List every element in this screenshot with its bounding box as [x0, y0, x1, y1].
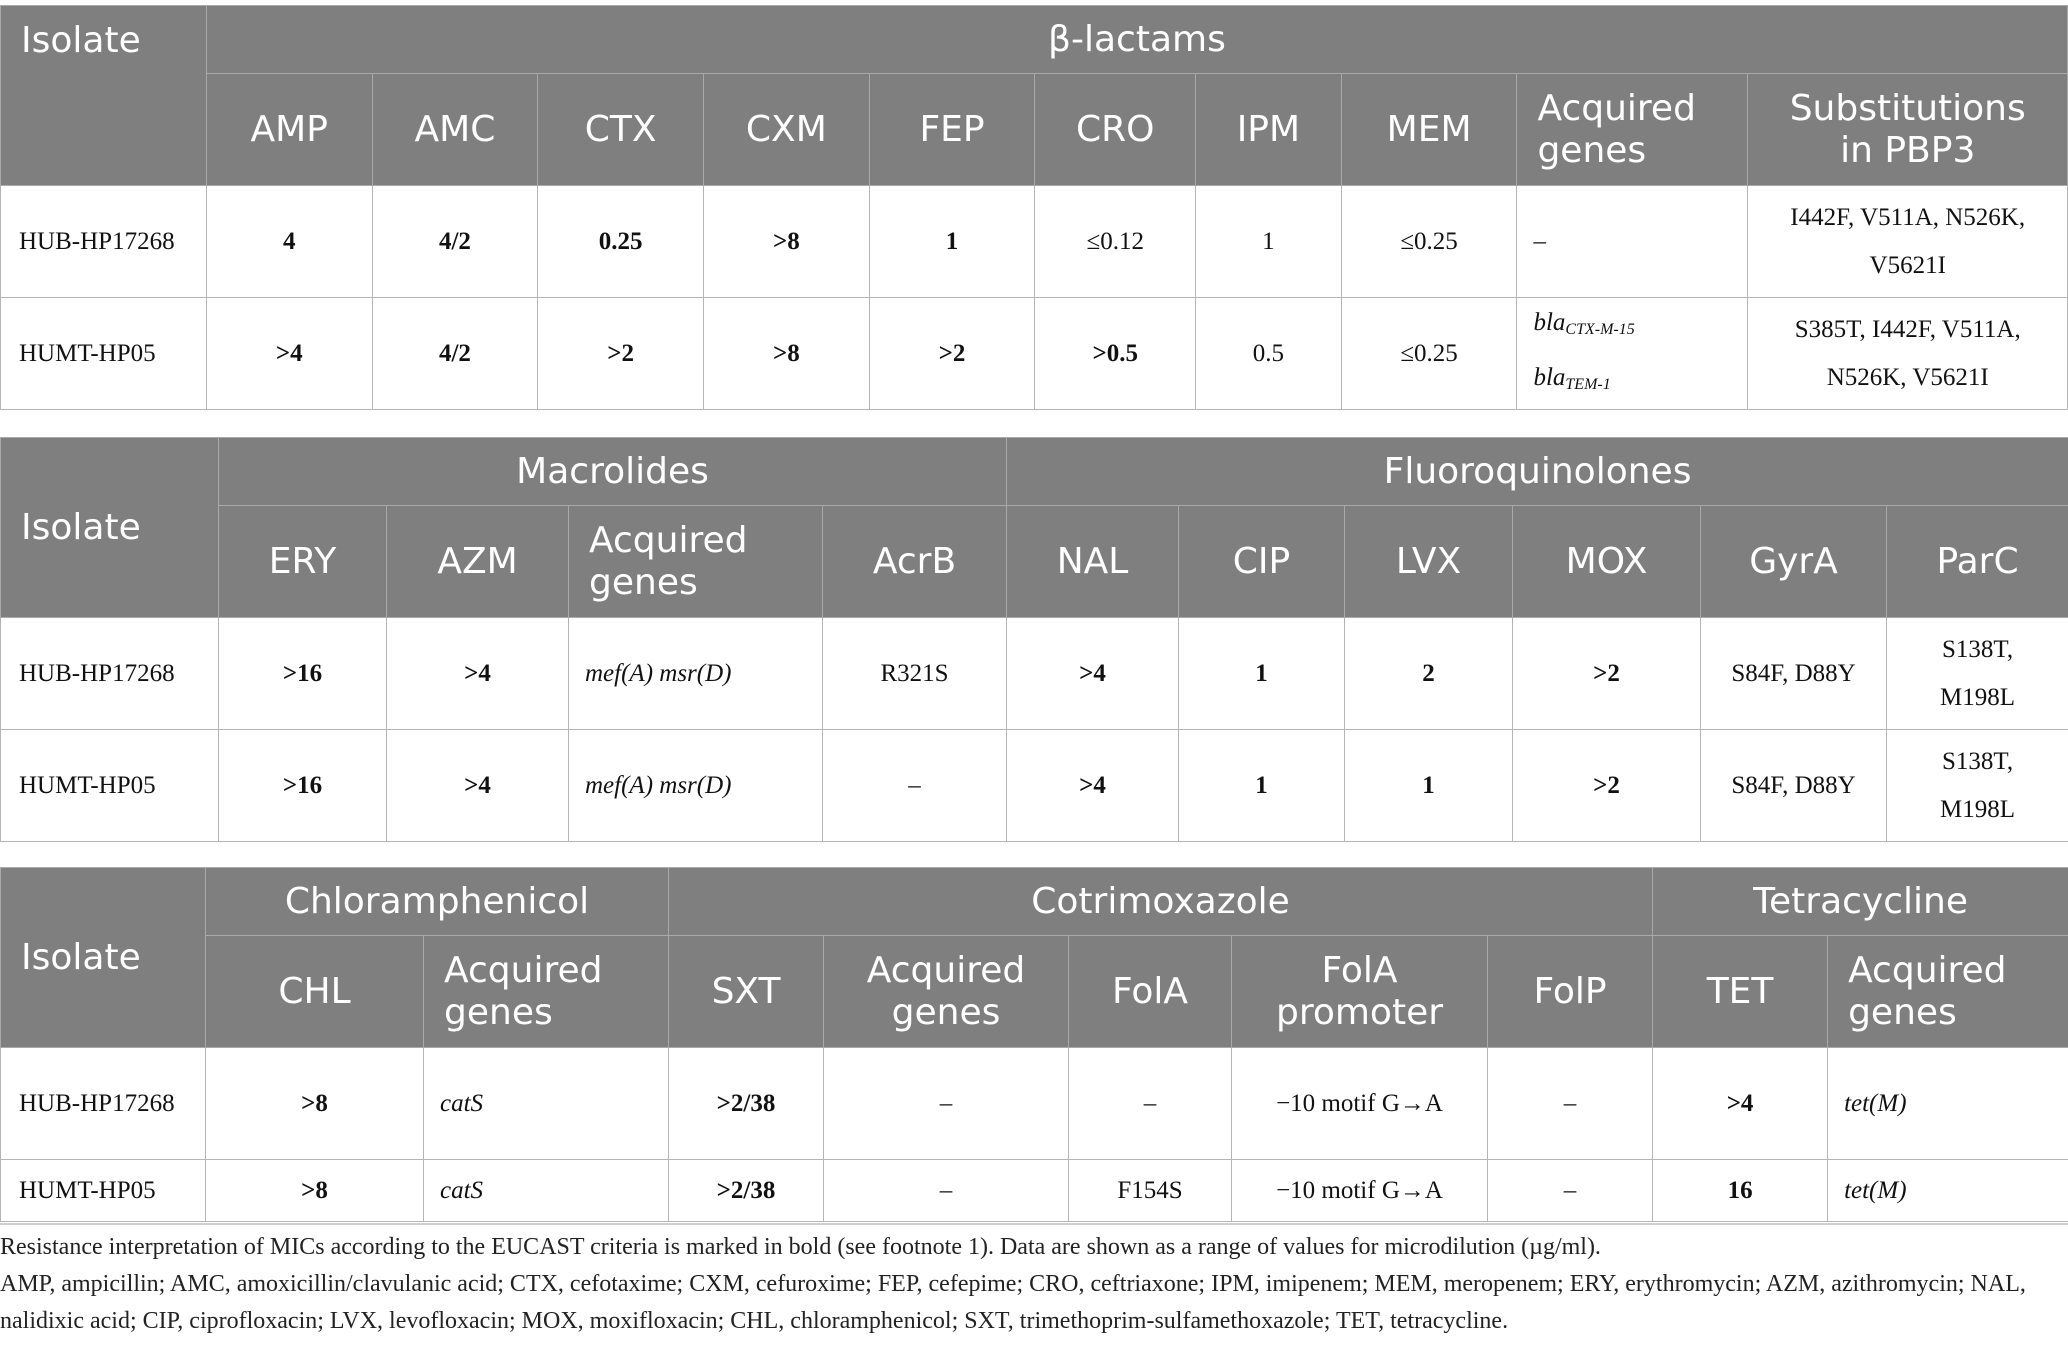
col-header-acquired-genes: Acquired genes: [569, 506, 823, 618]
mic-nal: >4: [1007, 618, 1179, 730]
mic-ipm: 0.5: [1196, 298, 1342, 410]
col-header-cxm: CXM: [703, 74, 869, 186]
beta-lactams-table: [0, 5, 2068, 410]
isolate-name: HUMT-HP05: [1, 298, 207, 410]
col-header-fep: FEP: [869, 74, 1035, 186]
mic-mox: >2: [1513, 618, 1701, 730]
col-header-cro: CRO: [1035, 74, 1196, 186]
col-header-chl: CHL: [206, 936, 424, 1048]
acrb-substitution: R321S: [823, 618, 1007, 730]
mic-mox: >2: [1513, 730, 1701, 842]
mic-sxt: >2/38: [669, 1160, 824, 1222]
mic-ery: >16: [219, 730, 387, 842]
mic-lvx: 2: [1345, 618, 1513, 730]
col-header-tet: TET: [1653, 936, 1828, 1048]
col-header-cip: CIP: [1179, 506, 1345, 618]
isolate-header: Isolate: [1, 438, 219, 618]
pbp3-substitutions: I442F, V511A, N526K, V5621I: [1748, 186, 2068, 298]
gyra-substitutions: S84F, D88Y: [1701, 730, 1887, 842]
acquired-genes: mef(A) msr(D): [569, 618, 823, 730]
isolate-header: Isolate: [1, 6, 207, 186]
mic-mem: ≤0.25: [1341, 298, 1517, 410]
acquired-genes: mef(A) msr(D): [569, 730, 823, 842]
col-header-mem: MEM: [1341, 74, 1517, 186]
tet-acquired-genes: tet(M): [1828, 1048, 2068, 1160]
isolate-name: HUMT-HP05: [1, 1160, 206, 1222]
table-row: [1, 618, 2068, 730]
fola-promoter: −10 motif G→A: [1232, 1160, 1488, 1222]
table-row: [1, 186, 2068, 298]
col-header-ctx: CTX: [538, 74, 704, 186]
mic-fep: >2: [869, 298, 1035, 410]
tet-acquired-genes: tet(M): [1828, 1160, 2068, 1222]
col-header-acquired-genes: Acquired genes: [1517, 74, 1748, 186]
isolate-name: HUB-HP17268: [1, 186, 207, 298]
mic-cip: 1: [1179, 730, 1345, 842]
col-header-nal: NAL: [1007, 506, 1179, 618]
col-header-amc: AMC: [372, 74, 538, 186]
gene-bla-ctx-m-15: bla$_{CTX-M-15}$: [1533, 308, 1635, 338]
folp-substitution: –: [1488, 1048, 1653, 1160]
group-header-macrolides: Macrolides: [219, 438, 1007, 506]
mic-tet: >4: [1653, 1048, 1828, 1160]
col-header-amp: AMP: [206, 74, 372, 186]
sxt-acquired-genes: –: [824, 1048, 1069, 1160]
sxt-acquired-genes: –: [824, 1160, 1069, 1222]
group-header-beta-lactams: β-lactams: [206, 6, 2067, 74]
mic-cxm: >8: [703, 186, 869, 298]
mic-amp: 4: [206, 186, 372, 298]
col-header-fola: FolA: [1069, 936, 1232, 1048]
col-header-ery: ERY: [219, 506, 387, 618]
table-row: [1, 1048, 2068, 1160]
fola-promoter: −10 motif G→A: [1232, 1048, 1488, 1160]
group-header-tetracycline: Tetracycline: [1653, 868, 2068, 936]
col-header-lvx: LVX: [1345, 506, 1513, 618]
chl-acquired-genes: catS: [424, 1160, 669, 1222]
mic-azm: >4: [387, 618, 569, 730]
table-row: [1, 1160, 2068, 1222]
mic-nal: >4: [1007, 730, 1179, 842]
chloramphenicol-cotrimoxazole-tetracycline-table: [0, 867, 2068, 1222]
table-footnote: [0, 1223, 2068, 1340]
col-header-tet-acquired-genes: Acquired genes: [1828, 936, 2068, 1048]
mic-amc: 4/2: [372, 298, 538, 410]
isolate-name: HUB-HP17268: [1, 1048, 206, 1160]
mic-ctx: 0.25: [538, 186, 704, 298]
mic-amc: 4/2: [372, 186, 538, 298]
gyra-substitutions: S84F, D88Y: [1701, 618, 1887, 730]
table-row: [1, 730, 2068, 842]
col-header-acrb: AcrB: [823, 506, 1007, 618]
col-header-sxt-acquired-genes: Acquired genes: [824, 936, 1069, 1048]
isolate-name: HUMT-HP05: [1, 730, 219, 842]
mic-amp: >4: [206, 298, 372, 410]
mic-cip: 1: [1179, 618, 1345, 730]
table-row: [1, 298, 2068, 410]
col-header-folp: FolP: [1488, 936, 1653, 1048]
acrb-substitution: –: [823, 730, 1007, 842]
parc-substitutions: S138T, M198L: [1887, 618, 2068, 730]
mic-mem: ≤0.25: [1341, 186, 1517, 298]
col-header-ipm: IPM: [1196, 74, 1342, 186]
group-header-fluoroquinolones: Fluoroquinolones: [1007, 438, 2068, 506]
col-header-pbp3: Substitutions in PBP3: [1748, 74, 2068, 186]
fola-substitution: –: [1069, 1048, 1232, 1160]
col-header-mox: MOX: [1513, 506, 1701, 618]
mic-ipm: 1: [1196, 186, 1342, 298]
group-header-chloramphenicol: Chloramphenicol: [206, 868, 669, 936]
mic-chl: >8: [206, 1048, 424, 1160]
group-header-cotrimoxazole: Cotrimoxazole: [669, 868, 1653, 936]
col-header-parc: ParC: [1887, 506, 2068, 618]
mic-cro: ≤0.12: [1035, 186, 1196, 298]
pbp3-substitutions: S385T, I442F, V511A, N526K, V5621I: [1748, 298, 2068, 410]
folp-substitution: –: [1488, 1160, 1653, 1222]
mic-cxm: >8: [703, 298, 869, 410]
mic-ctx: >2: [538, 298, 704, 410]
col-header-fola-promoter: FolA promoter: [1232, 936, 1488, 1048]
col-header-sxt: SXT: [669, 936, 824, 1048]
col-header-azm: AZM: [387, 506, 569, 618]
col-header-chl-acquired-genes: Acquired genes: [424, 936, 669, 1048]
isolate-header: Isolate: [1, 868, 206, 1048]
mic-tet: 16: [1653, 1160, 1828, 1222]
acquired-genes: [1517, 298, 1748, 410]
mic-azm: >4: [387, 730, 569, 842]
isolate-name: HUB-HP17268: [1, 618, 219, 730]
mic-ery: >16: [219, 618, 387, 730]
mic-sxt: >2/38: [669, 1048, 824, 1160]
fola-substitution: F154S: [1069, 1160, 1232, 1222]
col-header-gyra: GyrA: [1701, 506, 1887, 618]
chl-acquired-genes: catS: [424, 1048, 669, 1160]
footnote-abbreviations: AMP, ampicillin; AMC, amoxicillin/clavulanic acid; CTX, cefotaxime; CXM, cefuroxime; FEP, cefepime; CRO, ceftriaxone; IPM, imipenem; MEM, meropenem; ERY, erythromycin; AZM, azithromycin; NAL, nalidixic acid; CIP, ciprofloxacin; LVX, levofloxacin; MOX, moxifloxacin; CHL, chloramphenicol; SXT, trimethoprim-sulfamethoxazole; TET, tetracycline.: [0, 1271, 2026, 1334]
mic-cro: >0.5: [1035, 298, 1196, 410]
acquired-genes: –: [1517, 186, 1748, 298]
macrolides-fluoroquinolones-table: [0, 437, 2068, 842]
parc-substitutions: S138T, M198L: [1887, 730, 2068, 842]
mic-fep: 1: [869, 186, 1035, 298]
gene-bla-tem-1: bla$_{TEM-1}$: [1533, 363, 1611, 393]
mic-lvx: 1: [1345, 730, 1513, 842]
mic-chl: >8: [206, 1160, 424, 1222]
footnote-interpretation: Resistance interpretation of MICs according to the EUCAST criteria is marked in bold (see footnote 1). Data are shown as a range of values for microdilution (µg/ml).: [0, 1234, 1601, 1260]
